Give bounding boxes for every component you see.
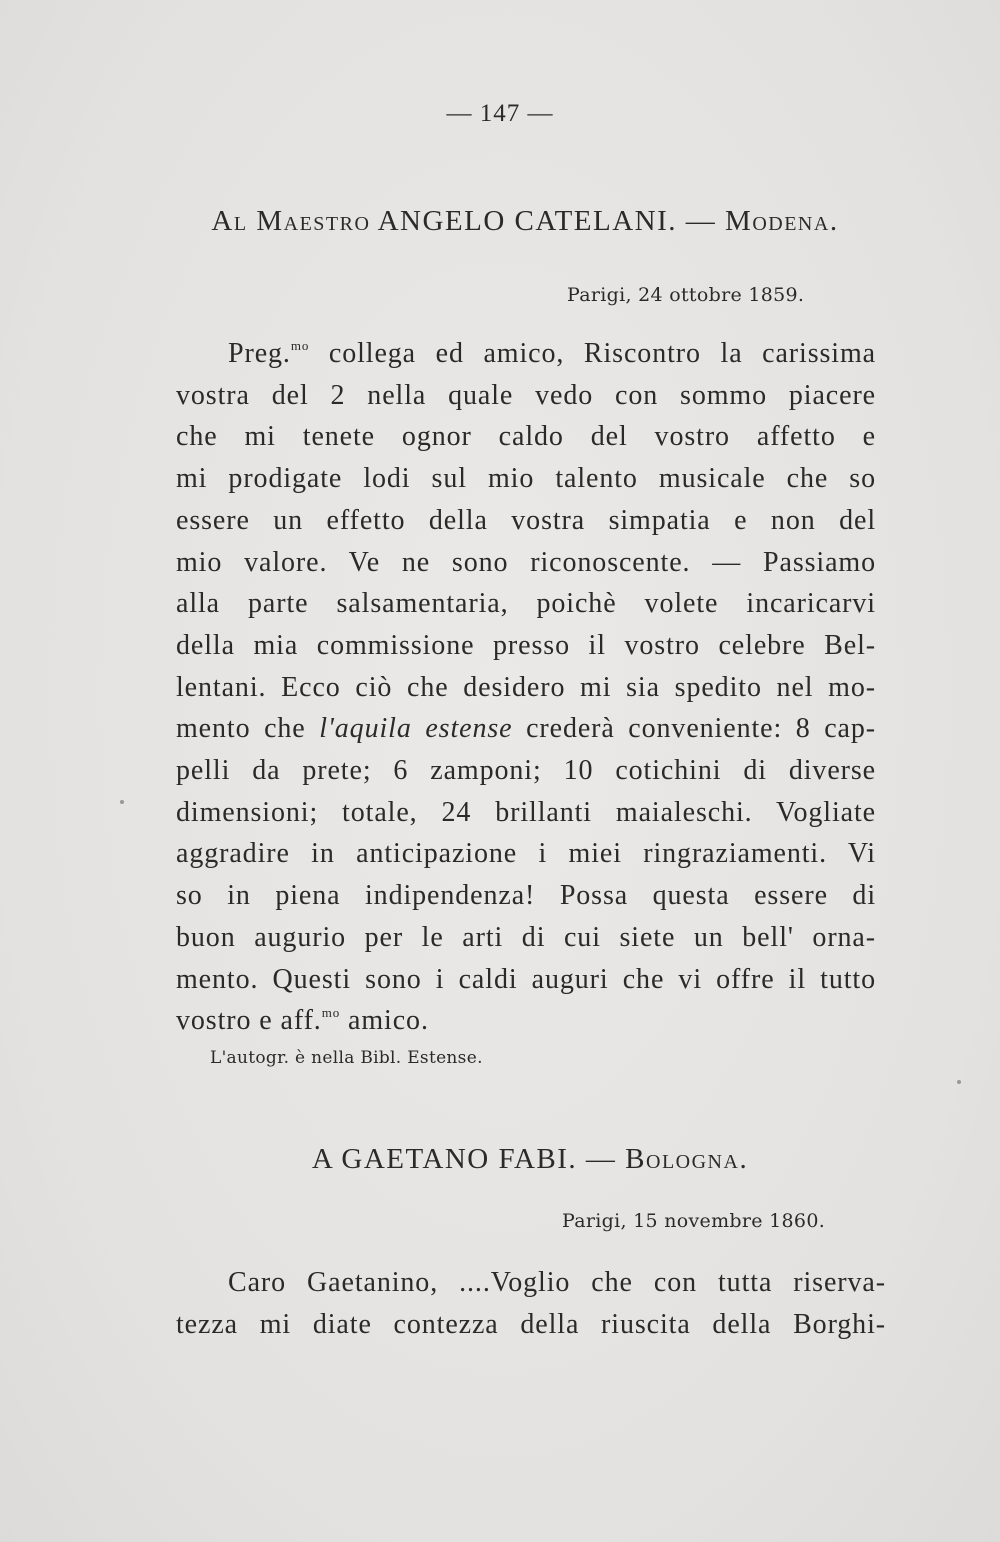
text-line: mento. Questi sono i caldi auguri che vi offre il tutto [176,963,876,995]
text-line: pelli da prete; 6 zamponi; 10 cotichini di diverse [176,755,876,787]
page-number: — 147 — [446,100,554,127]
italic-phrase: l'aquila estense [319,713,513,745]
heading-text: . [829,205,839,237]
heading-text: A [211,205,234,237]
paper-speck [120,800,124,804]
heading-text: M [247,205,284,237]
text-line: Preg.$^{mo}$ collega ed amico, Riscontro la carissima [228,338,876,369]
text-line: mio valore. Ve ne sono riconoscente. — Passiamo [176,546,876,578]
heading-city: ologna [646,1143,740,1175]
text-line: aggradire in anticipazione i miei ringraziamenti. Vi [176,838,876,870]
letter-dateline: Parigi, 24 ottobre 1859. [567,284,805,306]
heading-text: . [739,1143,749,1175]
letter-heading [30,1143,1000,1176]
text-line: mi prodigate lodi sul mio talento musicale che so [176,463,876,495]
text-line: tezza mi diate contezza della riuscita della Borghi- [176,1308,886,1340]
letter-body [176,1262,886,1345]
letter-heading [25,205,1000,238]
letter-body [176,333,876,1042]
text-line: alla parte salsamentaria, poichè volete incaricarvi [176,588,876,620]
text-line: Caro Gaetanino, ....Voglio che con tutta riserva- [228,1267,886,1298]
text-line: buon augurio per le arti di cui siete un bell' orna- [176,921,876,953]
letter-dateline: Parigi, 15 novembre 1860. [562,1210,826,1232]
text-line: dimensioni; totale, 24 brillanti maialeschi. Vogliate [176,796,876,828]
text-line: che mi tenete ognor caldo del vostro affetto e [176,421,876,453]
heading-recipient: ANGELO CATELANI. — M [370,205,753,237]
heading-recipient: A GAETANO FABI. — B [311,1143,646,1175]
text-line: lentani. Ecco ciò che desidero mi sia spedito nel mo- [176,671,876,703]
text-line: vostro e aff.$^{mo}$ amico. [176,1005,429,1037]
text-line: della mia commissione presso il vostro celebre Bel- [176,629,876,661]
text-line: essere un effetto della vostra simpatia e non del [176,504,876,536]
heading-city: odena [752,205,830,237]
heading-smallcaps: l [233,205,248,237]
text-line: so in piena indipendenza! Possa questa essere di [176,880,876,912]
paper-speck [957,1080,961,1084]
heading-smallcaps: aestro [283,205,371,237]
text-line: vostra del 2 nella quale vedo con sommo piacere [176,379,876,411]
source-note: L'autogr. è nella Bibl. Estense. [210,1048,483,1068]
text-line: mento che l'aquila estense crederà conveniente: 8 cap- [176,713,876,745]
